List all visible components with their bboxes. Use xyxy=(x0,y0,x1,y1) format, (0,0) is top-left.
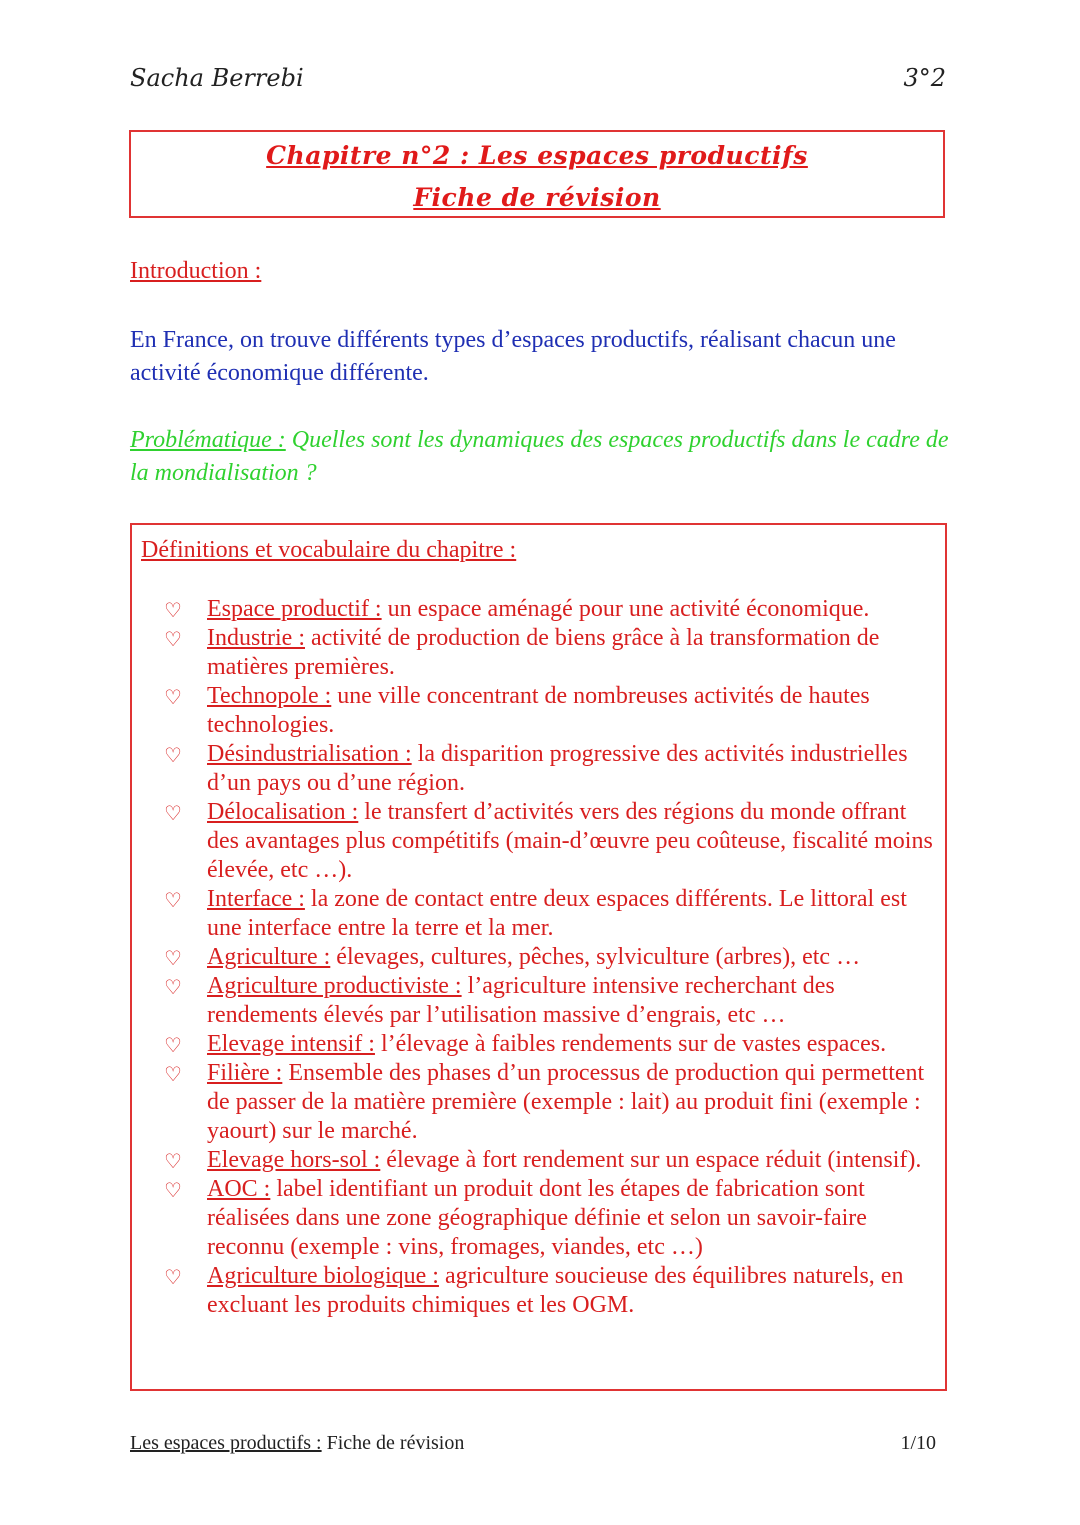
definition-text: élevage à fort rendement sur un espace réduit (intensif). xyxy=(386,1147,922,1173)
definition-text: activité de production de biens grâce à la transformation de matières premières. xyxy=(207,625,880,680)
chapter-title: Chapitre n°2 : Les espaces productifs xyxy=(266,141,808,170)
definitions-box xyxy=(130,523,947,1391)
author-name: Sacha Berrebi xyxy=(130,64,304,92)
heart-bullet-icon: ♡ xyxy=(164,598,182,622)
definition-text: élevages, cultures, pêches, sylviculture (arbres), etc … xyxy=(336,944,861,970)
definition-item xyxy=(164,1175,934,1262)
intro-paragraph: En France, on trouve différents types d’espaces productifs, réalisant chacun une activité économique différente. xyxy=(130,327,896,386)
definition-item xyxy=(164,682,934,740)
heart-bullet-icon: ♡ xyxy=(164,743,182,767)
definition-term: Filière : xyxy=(207,1060,283,1086)
definition-term: Technopole : xyxy=(207,683,332,709)
definition-item xyxy=(164,1146,934,1175)
definition-text: l’agriculture intensive recherchant des rendements élevés par l’utilisation massive d’engrais, etc … xyxy=(207,973,835,1028)
page-number: 1/10 xyxy=(900,1432,936,1454)
definition-item xyxy=(164,1030,934,1059)
heart-bullet-icon: ♡ xyxy=(164,1033,182,1057)
class-label: 3°2 xyxy=(903,64,946,92)
definition-term: Interface : xyxy=(207,886,305,912)
definitions-heading: Définitions et vocabulaire du chapitre : xyxy=(141,537,517,563)
definition-term: Agriculture productiviste : xyxy=(207,973,462,999)
definition-text: le transfert d’activités vers des régions du monde offrant des avantages plus compétitifs (main-d’œuvre peu coûteuse, fiscalité moins élevée, etc …). xyxy=(207,799,933,883)
definition-term: Industrie : xyxy=(207,625,305,651)
heart-bullet-icon: ♡ xyxy=(164,1178,182,1202)
intro-heading: Introduction : xyxy=(130,258,262,284)
heart-bullet-icon: ♡ xyxy=(164,946,182,970)
heart-bullet-icon: ♡ xyxy=(164,1149,182,1173)
definitions-list xyxy=(164,595,934,1320)
definition-term: Délocalisation : xyxy=(207,799,359,825)
definition-text: la disparition progressive des activités industrielles d’un pays ou d’une région. xyxy=(207,741,908,796)
definition-term: Agriculture biologique : xyxy=(207,1263,439,1289)
heart-bullet-icon: ♡ xyxy=(164,1265,182,1289)
definition-item xyxy=(164,798,934,885)
definition-item xyxy=(164,885,934,943)
definition-item xyxy=(164,624,934,682)
definition-term: Désindustrialisation : xyxy=(207,741,412,767)
definition-term: AOC : xyxy=(207,1176,271,1202)
sheet-title: Fiche de révision xyxy=(413,183,661,212)
definition-text: label identifiant un produit dont les étapes de fabrication sont réalisées dans une zone géographique définie et selon un savoir-faire reconnu (exemple : vins, fromages, viandes, etc …) xyxy=(207,1176,867,1260)
definition-text: un espace aménagé pour une activité économique. xyxy=(387,596,870,622)
definition-text: la zone de contact entre deux espaces différents. Le littoral est une interface entre la terre et la mer. xyxy=(207,886,907,941)
footer-chapter: Les espaces productifs : xyxy=(130,1432,322,1454)
definition-term: Espace productif : xyxy=(207,596,382,622)
heart-bullet-icon: ♡ xyxy=(164,975,182,999)
definition-text: Ensemble des phases d’un processus de production qui permettent de passer de la matière première (exemple : lait) au produit fini (exemple : yaourt) sur le marché. xyxy=(207,1060,925,1144)
problematique-question: Quelles sont les dynamiques des espaces productifs dans le cadre de la mondialisation ? xyxy=(130,427,949,486)
heart-bullet-icon: ♡ xyxy=(164,627,182,651)
definition-item xyxy=(164,1059,934,1146)
definition-text: une ville concentrant de nombreuses activités de hautes technologies. xyxy=(207,683,870,738)
problematique xyxy=(130,424,950,490)
definition-item xyxy=(164,740,934,798)
heart-bullet-icon: ♡ xyxy=(164,1062,182,1086)
footer-subtitle: Fiche de révision xyxy=(326,1432,465,1454)
definition-text: agriculture soucieuse des équilibres naturels, en excluant les produits chimiques et les OGM. xyxy=(207,1263,904,1318)
heart-bullet-icon: ♡ xyxy=(164,888,182,912)
problematique-label: Problématique : xyxy=(130,427,286,453)
title-box xyxy=(129,130,945,218)
definition-term: Elevage intensif : xyxy=(207,1031,375,1057)
definition-item xyxy=(164,1262,934,1320)
footer-title xyxy=(130,1432,464,1455)
definition-text: l’élevage à faibles rendements sur de vastes espaces. xyxy=(380,1031,887,1057)
definition-term: Agriculture : xyxy=(207,944,331,970)
definition-item xyxy=(164,595,934,624)
definition-item xyxy=(164,972,934,1030)
definition-item xyxy=(164,943,934,972)
heart-bullet-icon: ♡ xyxy=(164,801,182,825)
heart-bullet-icon: ♡ xyxy=(164,685,182,709)
definition-term: Elevage hors-sol : xyxy=(207,1147,381,1173)
